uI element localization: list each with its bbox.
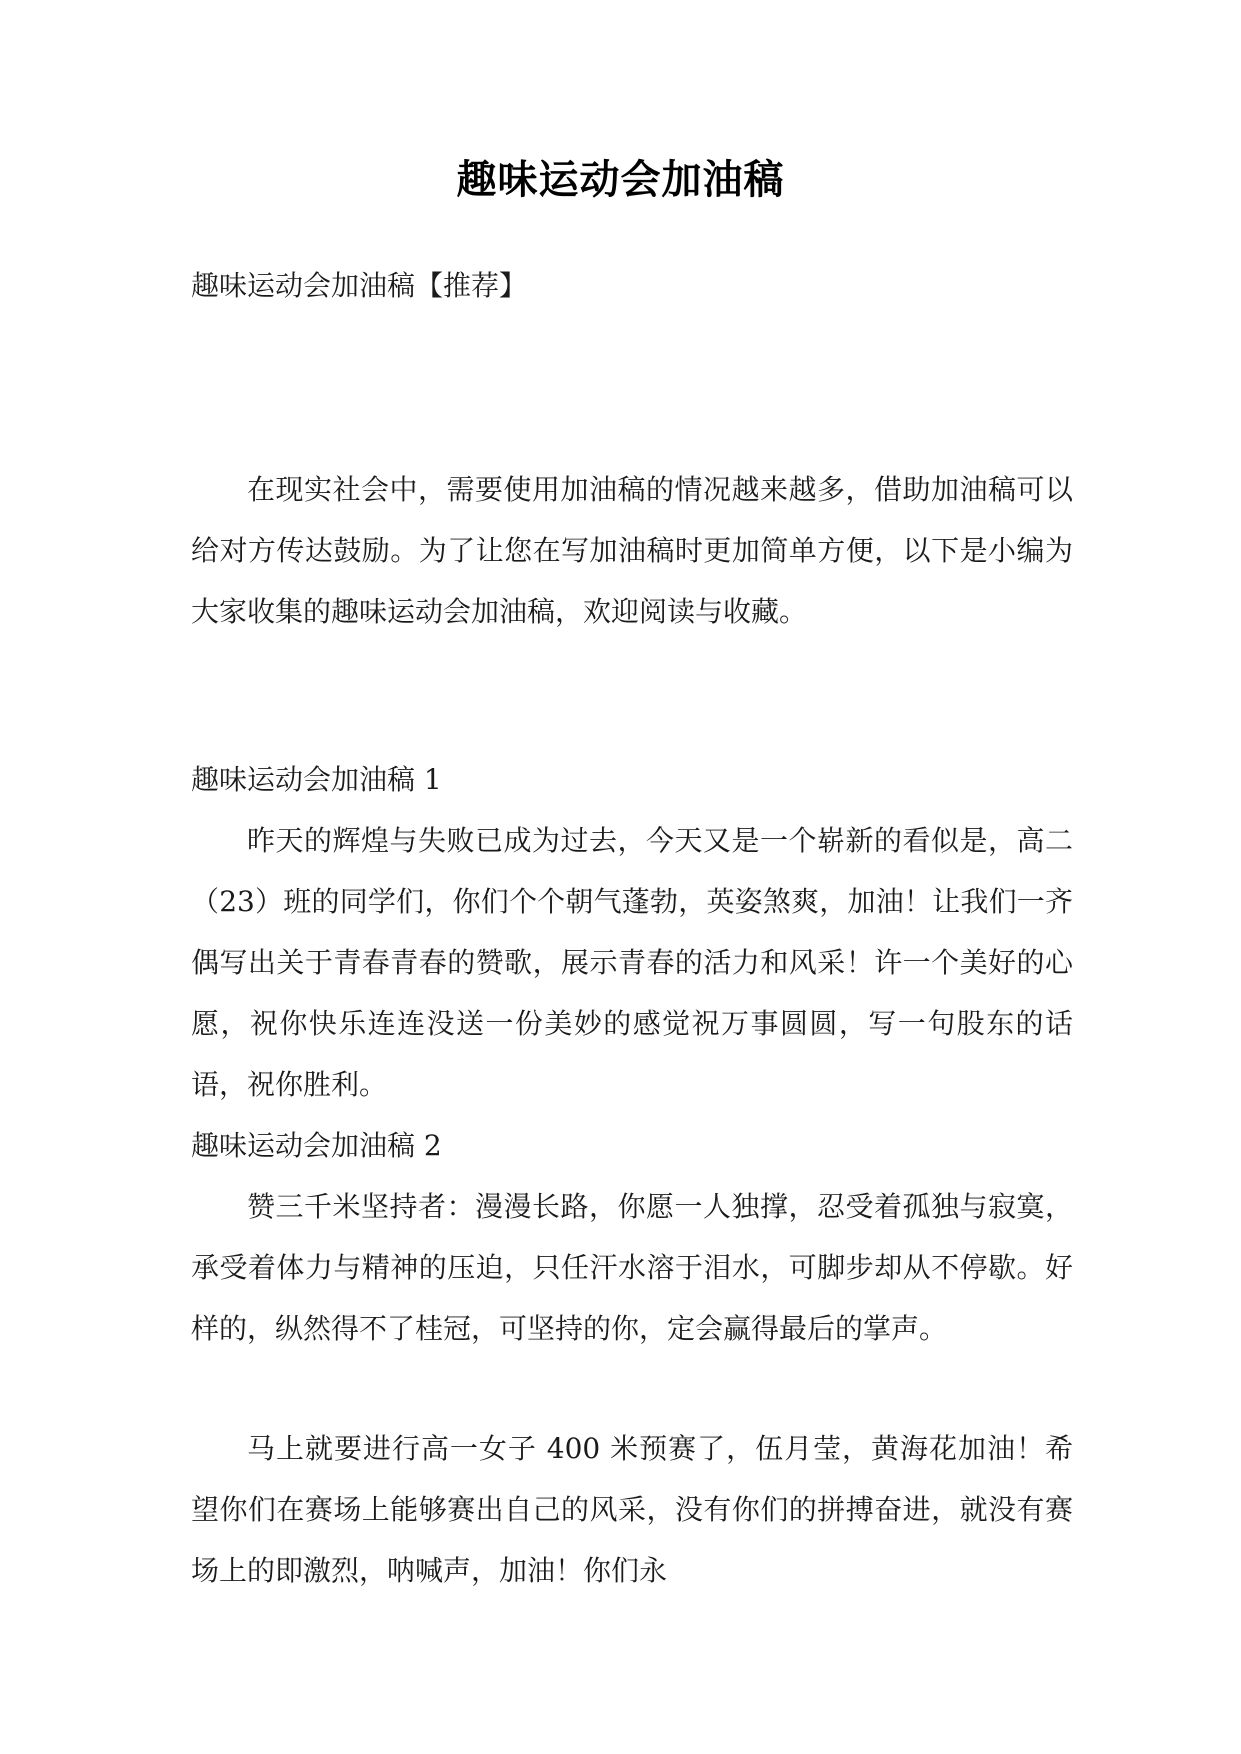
section-heading-1: 趣味运动会加油稿 1 <box>191 763 442 796</box>
section-2-paragraph-1: 赞三千米坚持者：漫漫长路，你愿一人独撑，忍受着孤独与寂寞，承受着体力与精神的压迫，只任汗水溶于泪水，可脚步却从不停歇。好样的，纵然得不了桂冠，可坚持的你，定会赢得最后的掌声。 <box>191 1190 1073 1345</box>
document-subtitle: 趣味运动会加油稿【推荐】 <box>191 269 528 302</box>
intro-paragraph: 在现实社会中，需要使用加油稿的情况越来越多，借助加油稿可以给对方传达鼓励。为了让您在写加油稿时更加简单方便，以下是小编为大家收集的趣味运动会加油稿，欢迎阅读与收藏。 <box>191 473 1073 628</box>
section-1-paragraph-1: 昨天的辉煌与失败已成为过去，今天又是一个崭新的看似是，高二（23）班的同学们，你们个个朝气蓬勃，英姿煞爽，加油！让我们一齐偶写出关于青春青春的赞歌，展示青春的活力和风采！许一个美好的心愿，祝你快乐连连没送一份美妙的感觉祝万事圆圆，写一句股东的话语，祝你胜利。 <box>191 824 1073 1101</box>
document-title: 趣味运动会加油稿 <box>456 156 785 203</box>
section-heading-2: 趣味运动会加油稿 2 <box>191 1129 442 1162</box>
section-2-paragraph-2: 马上就要进行高一女子 400 米预赛了，伍月莹，黄海花加油！希望你们在赛场上能够赛出自己的风采，没有你们的拼搏奋进，就没有赛场上的即激烈，呐喊声，加油！你们永 <box>191 1432 1073 1587</box>
